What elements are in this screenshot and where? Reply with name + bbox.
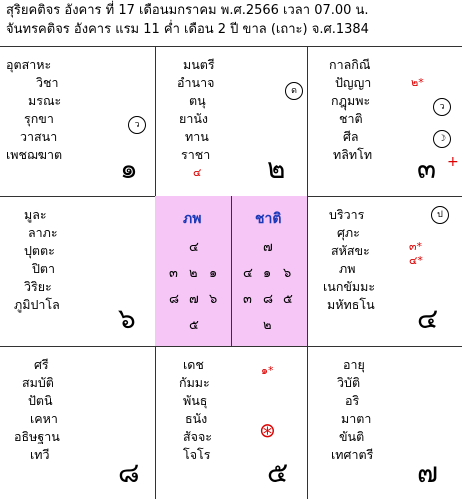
house-label: สัจจะ <box>183 429 212 444</box>
center-number: ๒ <box>189 266 198 281</box>
center-number: ๕ <box>283 292 293 307</box>
house-label: ทลิทโท <box>333 147 373 162</box>
house-label: กฎุมพะ <box>331 93 371 108</box>
house-label: ปิตา <box>32 261 56 276</box>
center-number: ๒ <box>263 318 272 333</box>
house-label: มนตรี <box>183 57 215 72</box>
house-label: สหัสขะ <box>331 243 370 258</box>
house-label: เทศาตรี <box>331 447 374 462</box>
pane-title: ภพ <box>183 211 202 227</box>
house-label: มหัทธโน <box>327 297 375 312</box>
house-label: มูละ <box>24 207 47 222</box>
house-cell-4 <box>307 196 462 346</box>
house-label: เพชฌฆาต <box>6 147 63 162</box>
house-label: ตนุ <box>189 93 206 108</box>
house-label: อำนาจ <box>177 75 215 90</box>
house-label: วิชา <box>36 75 59 90</box>
house-label: รุกขา <box>24 111 54 126</box>
house-label: อายุ <box>343 357 365 372</box>
center-number: ๖ <box>283 266 292 281</box>
house-label: ขันติ <box>339 429 365 444</box>
house-cell-6 <box>0 196 155 346</box>
center-divider <box>231 196 232 346</box>
house-number: ๕ <box>267 456 289 489</box>
center-number: ๑ <box>209 266 218 281</box>
house-label: อริ <box>345 393 360 408</box>
house-label: ปุตตะ <box>24 243 55 258</box>
red-star-symbol: ⊛ <box>259 418 276 442</box>
house-cell-7 <box>307 346 462 499</box>
house-cell-1 <box>0 46 155 196</box>
red-mark: ๒* <box>411 76 424 89</box>
house-cell-2 <box>155 46 307 196</box>
house-label: เทวี <box>30 447 50 462</box>
house-cell-8 <box>0 346 155 499</box>
center-number: ๔ <box>189 240 199 255</box>
center-number: ๖ <box>209 292 218 307</box>
house-cell-5 <box>155 346 307 499</box>
center-number: ๘ <box>169 292 180 307</box>
house-number: ๒ <box>267 152 286 185</box>
house-cell-3 <box>307 46 462 196</box>
house-number: ๗ <box>417 456 439 489</box>
house-label: ศรี <box>34 357 49 372</box>
house-label: วิบัติ <box>337 375 361 390</box>
header-solar-date: สุริยคติจร อังคาร ที่ 17 เดือนมกราคม พ.ศ.2566 เวลา 07.00 น. <box>6 3 369 18</box>
house-number: ๑ <box>120 152 138 185</box>
center-number: ๔ <box>243 266 253 281</box>
house-label: วาสนา <box>20 129 58 144</box>
house-number: ๖ <box>118 302 136 335</box>
house-label: โจโร <box>183 447 211 462</box>
house-label: กัมมะ <box>179 375 210 390</box>
house-label: พันธุ <box>183 393 208 408</box>
red-mark: ๔* <box>409 254 423 267</box>
house-label: ภูมิปาโล <box>14 297 60 312</box>
header-lunar-date: จันทรคติจร อังคาร แรม 11 ค่ำ เดือน 2 ปี ขาล (เถาะ) จ.ศ.1384 <box>6 22 369 37</box>
house-label: ศุภะ <box>337 225 360 240</box>
red-mark: ๔ <box>193 166 202 179</box>
house-label: ชาติ <box>339 111 363 126</box>
house-label: สมบัติ <box>22 375 54 390</box>
center-number: ๗ <box>189 292 199 307</box>
house-label: บริวาร <box>329 207 365 222</box>
center-chart <box>155 196 307 346</box>
red-mark: ๓* <box>409 240 423 253</box>
house-label: ศีล <box>343 129 359 144</box>
house-label: มรณะ <box>28 93 62 108</box>
house-label: เนกขัมมะ <box>323 279 376 294</box>
house-label: ยานัง <box>179 111 208 126</box>
house-label: อธิษฐาน <box>14 429 60 444</box>
house-label: ภพ <box>339 261 356 276</box>
center-number: ๕ <box>189 318 199 333</box>
house-label: ปัตนิ <box>28 393 53 408</box>
center-number: ๘ <box>263 292 274 307</box>
red-mark: ๑* <box>261 364 274 377</box>
planet-badge: ว <box>128 116 146 134</box>
planet-badge: ว <box>433 98 451 116</box>
center-number: ๗ <box>263 240 273 255</box>
house-number: ๓ <box>417 152 437 185</box>
pane-title: ชาติ <box>255 211 282 227</box>
center-number: ๓ <box>243 292 252 307</box>
house-label: ราชา <box>181 147 211 162</box>
house-label: ปัญญา <box>335 75 372 90</box>
house-number: ๘ <box>118 456 140 489</box>
astrology-chart <box>0 46 462 499</box>
house-label: มาตา <box>341 411 372 426</box>
house-label: เคหา <box>30 411 58 426</box>
house-label: วิริยะ <box>24 279 52 294</box>
house-label: ทาน <box>185 129 209 144</box>
moon-badge: ☽ <box>433 130 451 148</box>
planet-badge: ป <box>431 206 449 224</box>
house-label: ธนัง <box>185 411 208 426</box>
house-label: กาลกิณี <box>329 57 371 72</box>
center-number: ๓ <box>169 266 178 281</box>
house-label: อุตสาหะ <box>6 57 52 72</box>
planet-badge: ด <box>285 82 303 100</box>
house-number: ๔ <box>417 302 439 335</box>
center-number: ๑ <box>263 266 272 281</box>
house-label: เดช <box>183 357 204 372</box>
plus-mark: + <box>447 154 459 170</box>
house-label: ลาภะ <box>28 225 58 240</box>
